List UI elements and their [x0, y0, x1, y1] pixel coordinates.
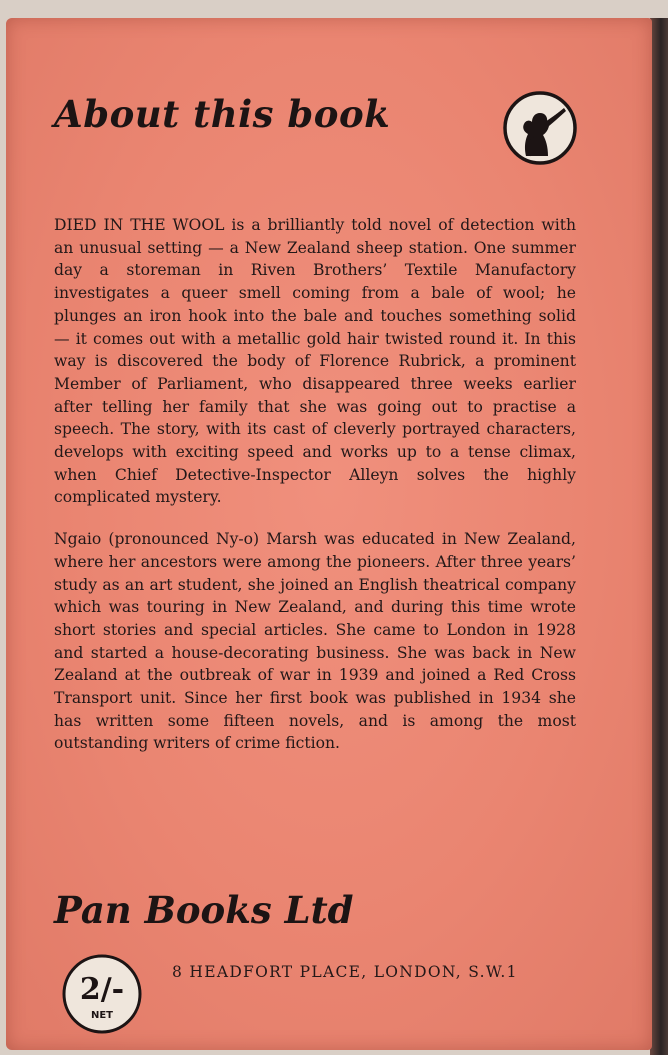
price-badge	[60, 952, 144, 1036]
publisher-address: 8 HEADFORT PLACE, LONDON, S.W.1	[172, 963, 518, 981]
blurb-paragraph-author: Ngaio (pronounced Ny-o) Marsh was educated in New Zealand, where her ancestors were among the pioneers. After three years’ study as an art student, she joined an English theatrical company which was touring in New Zealand, and during this time wrote short stories and special articles. She came to London in 1928 and started a house-decorating business. She was back in New Zealand at the outbreak of war in 1939 and joined a Red Cross Transport unit. Since her first book was published in 1934 she has written some fifteen novels, and is among the most outstanding writers of crime fiction.	[54, 530, 576, 753]
price-amount: 2/-	[79, 972, 125, 1007]
publisher-name: Pan Books Ltd	[54, 888, 354, 932]
pan-piper-logo-icon	[502, 90, 578, 166]
blurb-text	[54, 214, 576, 755]
price-net-label: NET	[90, 1010, 114, 1021]
about-heading: About this book	[54, 92, 391, 136]
blurb-paragraph-synopsis: DIED IN THE WOOL is a brilliantly told novel of detection with an unusual setting — a New Zealand sheep station. One summer day a storeman in Riven Brothers’ Textile Manufactory investigates a queer smell coming from a bale of wool; he plunges an iron hook into the bale and touches something solid — it comes out with a metallic gold hair twisted round it. In this way is discovered the body of Florence Rubrick, a prominent Member of Parliament, who disappeared three weeks earlier after telling her family that she was going out to practise a speech. The story, with its cast of cleverly portrayed characters, develops with exciting speed and works up to a tense climax, when Chief Detective-Inspector Alleyn solves the highly complicated mystery.	[54, 216, 576, 507]
book-spine-edge	[650, 18, 668, 1055]
